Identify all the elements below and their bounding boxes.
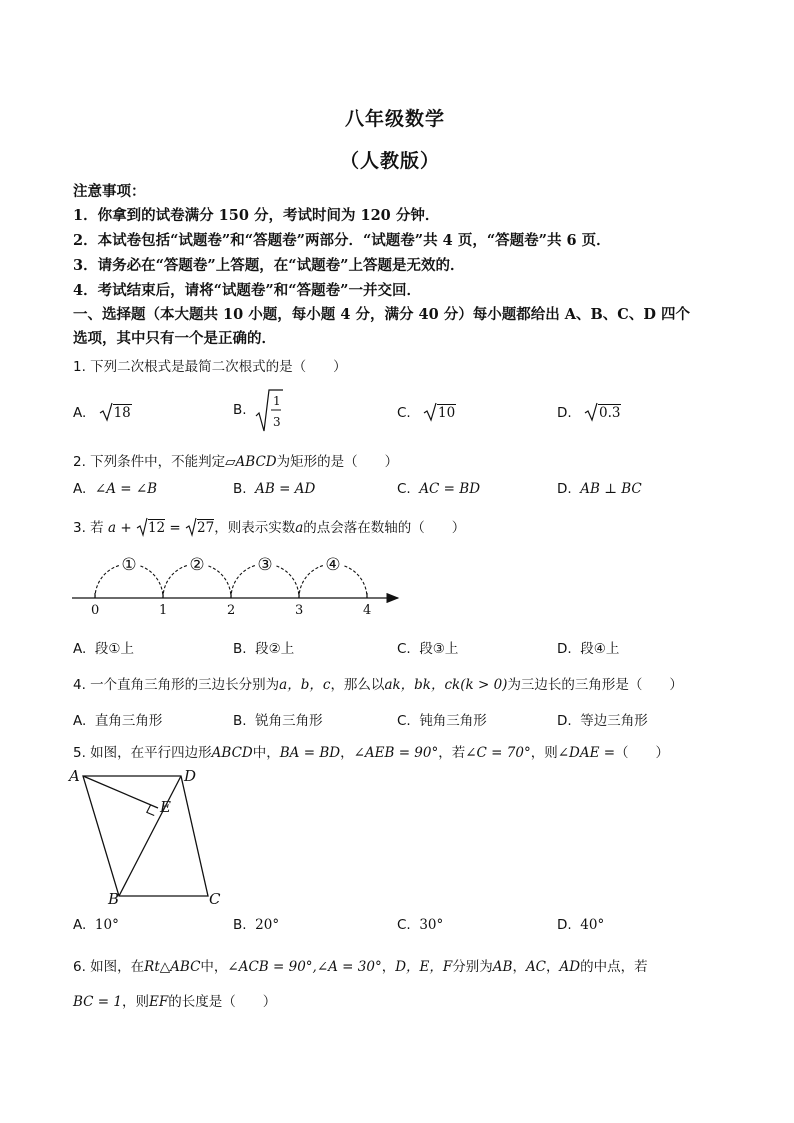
option-value: ∠A = ∠B (94, 481, 158, 497)
option-label: D. (557, 405, 572, 421)
stem-math: AB (492, 959, 513, 975)
q1-option-c (397, 402, 456, 422)
stem-math: a (107, 520, 117, 536)
tick-label: 3 (295, 603, 304, 618)
option-value: 段③上 (419, 641, 459, 657)
q1-option-d (557, 402, 621, 422)
page-subtitle: （人教版） (340, 150, 441, 172)
label-b: B (108, 890, 120, 908)
radicand: 10 (438, 405, 456, 421)
segment-label: ④ (325, 555, 341, 575)
number-line-figure (60, 548, 410, 618)
option-value: 10° (94, 917, 119, 933)
stem-text: ， (381, 959, 396, 975)
notice-heading: 注意事项： (73, 183, 146, 200)
option-value: 40° (580, 917, 605, 933)
option-value: 段④上 (580, 641, 620, 657)
q3-option-b (233, 637, 294, 657)
q1-option-a (73, 402, 132, 422)
q1-option-b (233, 402, 247, 418)
label-c: C (209, 890, 221, 908)
q5-option-b (233, 917, 279, 933)
option-label: C. (397, 405, 411, 421)
stem-text: 5. 如图，在平行四边形 (73, 745, 212, 761)
tick-label: 1 (159, 603, 168, 618)
stem-math: ak，bk，ck (384, 677, 461, 693)
option-label: D. (557, 917, 572, 933)
q3-option-c (397, 637, 458, 657)
q5-option-a (73, 917, 119, 933)
stem-math: ∠C = 70° (465, 745, 531, 761)
section-heading-line1: 一、选择题（本大题共 10 小题，每小题 4 分，满分 40 分）每小题都给出 A、B、C、D 四个 (73, 306, 690, 323)
stem-math: ▱ABCD (225, 454, 277, 470)
parallelogram-abcd (83, 776, 208, 896)
option-label: C. (397, 481, 411, 497)
option-label: D. (557, 713, 572, 729)
option-value: 钝角三角形 (419, 713, 487, 729)
notice-item-4: 4．考试结束后，请将“试题卷”和“答题卷”一并交回． (73, 282, 421, 299)
sqrt-symbol (423, 402, 437, 422)
tick-label: 0 (91, 603, 100, 618)
stem-text: 为矩形的是（ ） (276, 454, 399, 470)
q4-stem (73, 673, 683, 693)
q2-stem (73, 450, 398, 470)
stem-text: 中， (200, 959, 228, 975)
stem-math: ABCD (211, 745, 253, 761)
option-value: 直角三角形 (94, 713, 163, 729)
stem-math: ∠ACB = 90°,∠A = 30° (227, 959, 382, 975)
segment-ae (83, 776, 158, 808)
q4-option-a (73, 709, 162, 729)
q3-option-d (557, 637, 619, 657)
q4-option-b (233, 709, 323, 729)
q1-option-b-fraction-sqrt (254, 388, 284, 434)
stem-text: ， (340, 745, 354, 761)
stem-text: ，若 (438, 745, 466, 761)
option-value: 锐角三角形 (255, 713, 323, 729)
option-label: D. (557, 481, 572, 497)
option-value: 20° (255, 917, 280, 933)
option-label: A. (73, 641, 87, 657)
tick-label: 4 (363, 603, 372, 618)
q3-option-a (73, 637, 134, 657)
q6-stem-line2 (73, 990, 276, 1010)
notice-item-1: 1．你拿到的试卷满分 150 分，考试时间为 120 分钟． (73, 207, 440, 224)
q2-option-b (233, 481, 315, 497)
stem-math: ∠AEB = 90° (353, 745, 439, 761)
radicand: 0.3 (598, 405, 621, 421)
diagonal-bd (119, 776, 181, 896)
sqrt-symbol (584, 402, 598, 422)
stem-math: + (120, 520, 132, 536)
segment-label: ① (121, 555, 137, 575)
option-label: D. (557, 641, 572, 657)
stem-math: Rt△ABC (144, 959, 201, 975)
stem-text: （ ） (615, 745, 670, 761)
radicand: 12 (147, 520, 166, 536)
q2-option-c (397, 481, 480, 497)
stem-text: ，则 (121, 994, 149, 1010)
option-label: C. (397, 641, 411, 657)
q5-option-c (397, 917, 443, 933)
segment-label: ③ (257, 555, 273, 575)
stem-text: ， (546, 959, 560, 975)
option-label: A. (73, 481, 87, 497)
notice-item-2: 2．本试卷包括“试题卷”和“答题卷”两部分．“试题卷”共 4 页，“答题卷”共 6 页． (73, 232, 611, 249)
sqrt-symbol (99, 402, 113, 422)
option-label: B. (233, 402, 247, 418)
q5-stem (73, 741, 669, 761)
stem-text: 6. 如图，在 (73, 959, 145, 975)
tick-label: 2 (227, 603, 236, 618)
q4-option-c (397, 709, 487, 729)
sqrt-symbol (136, 517, 148, 537)
stem-math: a (295, 520, 304, 536)
label-d: D (184, 767, 197, 785)
option-value: 30° (419, 917, 444, 933)
option-value: 等边三角形 (580, 713, 648, 729)
section-heading-line2: 选项，其中只有一个是正确的． (73, 330, 276, 347)
option-label: B. (233, 713, 247, 729)
q3-stem (73, 516, 465, 537)
q2-option-d (557, 481, 642, 497)
stem-math: AD (559, 959, 581, 975)
stem-text: ，那么以 (330, 677, 385, 693)
q1-stem: 1. 下列二次根式是最简二次根式的是（ ） (73, 359, 347, 375)
label-e: E (160, 798, 171, 816)
option-label: B. (233, 481, 247, 497)
parallelogram-figure (66, 764, 236, 908)
option-label: B. (233, 641, 247, 657)
q2-option-a (73, 481, 157, 497)
q5-option-d (557, 917, 604, 933)
stem-math: AC (525, 959, 547, 975)
stem-text: 4. 一个直角三角形的三边长分别为 (73, 677, 280, 693)
label-a: A (69, 767, 80, 785)
stem-text: 的长度是（ ） (168, 994, 277, 1010)
option-value: AB = AD (255, 481, 316, 497)
option-label: C. (397, 917, 411, 933)
option-value: AC = BD (419, 481, 481, 497)
stem-math: a，b，c (279, 677, 331, 693)
page-title: 八年级数学 (345, 108, 446, 130)
stem-text: ，则表示实数 (214, 520, 296, 536)
stem-text: 的中点，若 (580, 959, 648, 975)
segment-label: ② (189, 555, 205, 575)
stem-math: = (169, 520, 181, 536)
option-label: A. (73, 713, 87, 729)
q4-option-d (557, 709, 648, 729)
stem-text: 中， (252, 745, 280, 761)
stem-math: (k > 0) (460, 677, 508, 693)
stem-text: ，则 (530, 745, 558, 761)
sqrt-symbol (185, 517, 197, 537)
option-value: 段②上 (255, 641, 295, 657)
fraction-numerator: 1 (273, 394, 281, 408)
stem-math: BC = 1 (73, 994, 122, 1010)
notice-item-3: 3．请务必在“答题卷”上答题，在“试题卷”上答题是无效的． (73, 257, 465, 274)
q6-stem-line1 (73, 955, 648, 975)
stem-text: 为三边长的三角形是（ ） (507, 677, 683, 693)
option-label: C. (397, 713, 411, 729)
option-label: B. (233, 917, 247, 933)
option-label: A. (73, 405, 87, 421)
option-value: AB ⊥ BC (580, 481, 642, 497)
stem-math: BA = BD (279, 745, 341, 761)
option-label: A. (73, 917, 87, 933)
stem-text: 的点会落在数轴的（ ） (303, 520, 466, 536)
stem-text: 分别为 (452, 959, 493, 975)
radicand: 18 (113, 405, 131, 421)
stem-text: 3. 若 (73, 520, 104, 536)
stem-math: D，E，F (395, 959, 453, 975)
radicand: 27 (197, 520, 215, 536)
option-value: 段①上 (94, 641, 134, 657)
fraction-denominator: 3 (273, 415, 281, 429)
stem-text: 2. 下列条件中，不能判定 (73, 454, 226, 470)
stem-text: ， (512, 959, 526, 975)
stem-math: EF (148, 994, 169, 1010)
stem-math: ∠DAE = (557, 745, 616, 761)
